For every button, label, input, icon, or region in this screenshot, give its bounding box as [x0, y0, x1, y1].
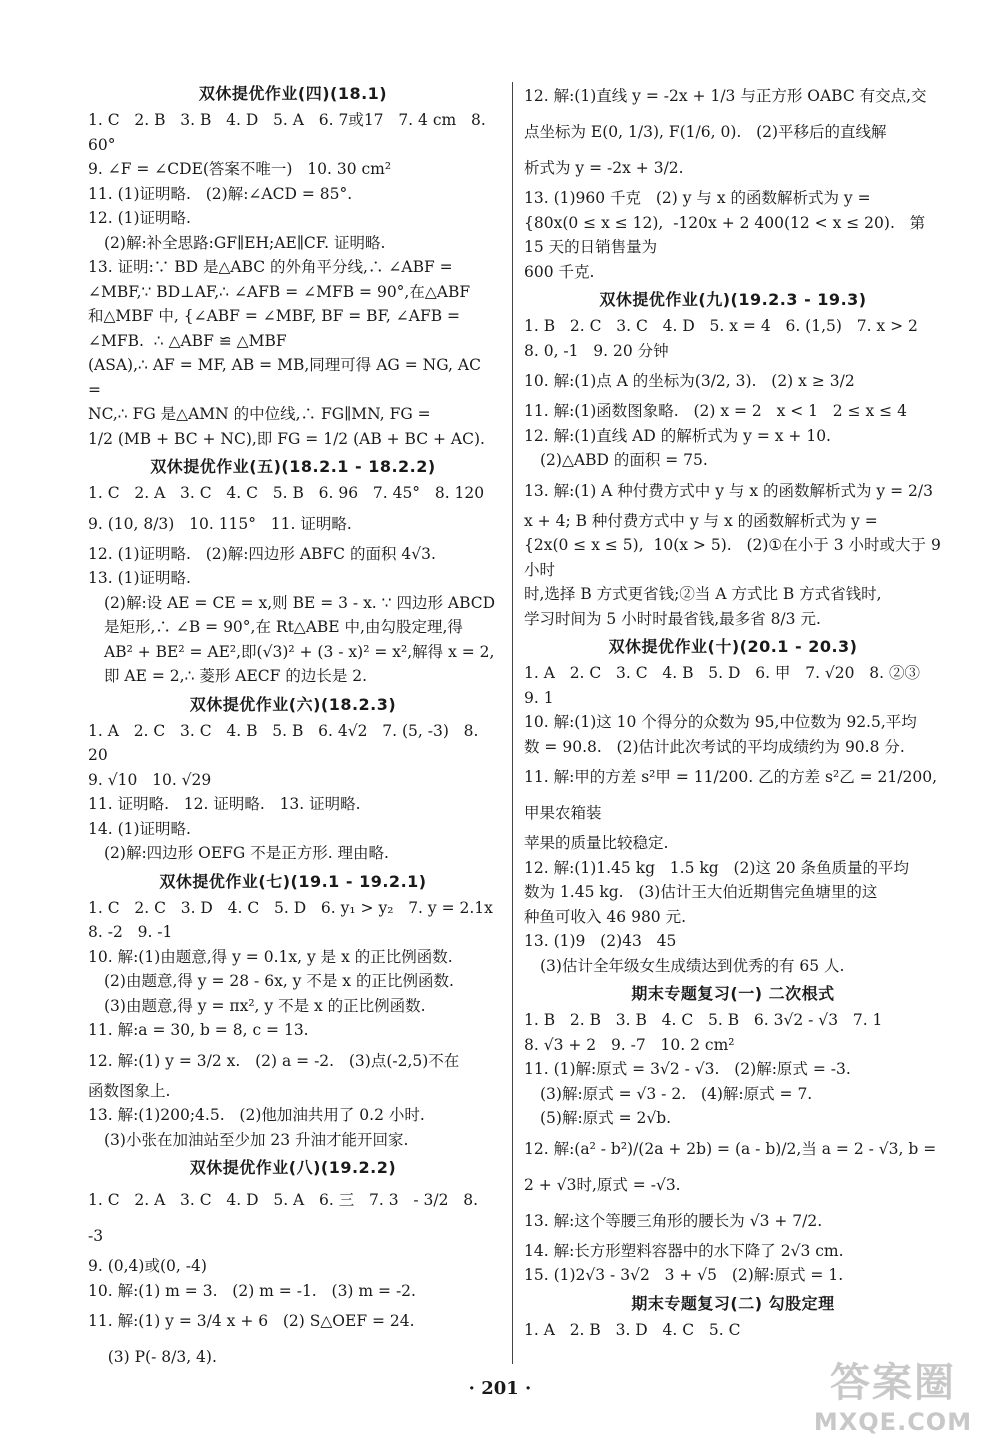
answer-line: 点坐标为 E(0, 1/3), F(1/6, 0). (2)平移后的直线解 — [524, 123, 887, 141]
answer-line: 11. (1)解:原式 = 3√2 - √3. (2)解:原式 = -3. — [524, 1060, 851, 1078]
answer-line: 12. 解:(1)直线 AD 的解析式为 y = x + 10. — [524, 426, 831, 445]
answer-line: 析式为 y = -2x + 3/2. — [524, 159, 684, 177]
answer-line: 1. A 2. C 3. C 4. B 5. D 6. 甲 7. √20 8. ②③ — [524, 664, 921, 682]
answer-line: 11. 证明略. 12. 证明略. 13. 证明略. — [88, 795, 361, 813]
answer-line: (2)解:设 AE = CE = x,则 BE = 3 - x. ∵ 四边形 ABCD — [104, 593, 496, 612]
answer-line: 1. A 2. B 3. D 4. C 5. C — [524, 1320, 741, 1339]
section-title: 双休提优作业(五)(18.2.1 - 18.2.2) — [150, 457, 436, 476]
answer-line: NC,∴ FG 是△AMN 的中位线,∴ FG∥MN, FG = — [88, 405, 431, 423]
answer-line: (3)由题意,得 y = πx², y 不是 x 的正比例函数. — [104, 996, 426, 1015]
answer-line: 10. 解:(1)点 A 的坐标为(3/2, 3). (2) x ≥ 3/2 — [524, 372, 855, 390]
section-title: 双休提优作业(四)(18.1) — [198, 84, 388, 103]
answer-line: 时,选择 B 方式更省钱;②当 A 方式比 B 方式省钱时, — [524, 585, 882, 603]
answer-line: 14. (1)证明略. — [88, 819, 191, 838]
answer-line: 11. (1)证明略. (2)解:∠ACD = 85°. — [88, 184, 353, 203]
answer-line: 12. (1)证明略. — [88, 209, 191, 227]
answer-line: {2x(0 ≤ x ≤ 5), 10(x > 5). (2)①在小于 3 小时或大于 9 小时 — [524, 536, 946, 579]
answer-line: 11. 解:甲的方差 s²甲 = 11/200. 乙的方差 s²乙 = 21/200,甲果农箱装 — [524, 768, 938, 822]
answer-line: 1. C 2. A 3. C 4. D 5. A 6. 三 7. 3 - 3/2 8. -3 — [88, 1191, 483, 1245]
answer-line: 12. (1)证明略. (2)解:四边形 ABFC 的面积 4√3. — [88, 544, 436, 563]
answer-line: 9. 1 — [524, 688, 554, 707]
answer-line: {80x(0 ≤ x ≤ 12), -120x + 2 400(12 < x ≤ 20). 第 15 天的日销售量为 — [524, 213, 931, 256]
answer-line: 1. A 2. C 3. C 4. B 5. B 6. 4√2 7. (5, -3) 8. 20 — [88, 721, 484, 764]
answer-line: ∠MBF,∵ BD⊥AF,∴ ∠AFB = ∠MFB = 90°,在△ABF — [88, 282, 471, 301]
answer-line: (ASA),∴ AF = MF, AB = MB,同理可得 AG = NG, AC = — [88, 356, 486, 399]
answer-line: 12. 解:(1)直线 y = -2x + 1/3 与正方形 OABC 有交点,交 — [524, 87, 927, 105]
answer-line: 11. 解:a = 30, b = 8, c = 13. — [88, 1021, 309, 1039]
section-title: 双休提优作业(八)(19.2.2) — [189, 1158, 397, 1177]
answer-line: 9. (10, 8/3) 10. 115° 11. 证明略. — [88, 514, 352, 533]
answer-line: (2)由题意,得 y = 28 - 6x, y 不是 x 的正比例函数. — [104, 972, 454, 990]
section-title: 双休提优作业(十)(20.1 - 20.3) — [608, 637, 858, 656]
answer-line: 1. C 2. A 3. C 4. C 5. B 6. 96 7. 45° 8. 120 — [88, 484, 485, 502]
answer-line: 600 千克. — [524, 262, 595, 281]
answer-line: 函数图象上. — [88, 1081, 171, 1100]
watermark-text: 答案圈 — [830, 1360, 956, 1406]
answer-line: (5)解:原式 = 2√b. — [540, 1109, 672, 1127]
watermark-url: MXQE.COM — [813, 1408, 973, 1436]
answer-line: 13. (1)9 (2)43 45 — [524, 932, 677, 950]
answer-line: 1. C 2. B 3. B 4. D 5. A 6. 7或17 7. 4 cm 8. 60° — [88, 111, 491, 154]
answer-line: 8. -2 9. -1 — [88, 923, 173, 941]
right-column — [524, 78, 946, 1342]
answer-line: 13. 解:(1)200;4.5. (2)他加油共用了 0.2 小时. — [88, 1106, 425, 1124]
answer-line: (3) P(- 8/3, 4). — [88, 1348, 217, 1366]
answer-line: 是矩形,∴ ∠B = 90°,在 Rt△ABE 中,由勾股定理,得 — [104, 618, 463, 636]
answer-line: 8. 0, -1 9. 20 分钟 — [524, 341, 669, 360]
answer-line: 1. B 2. B 3. B 4. C 5. B 6. 3√2 - √3 7. 1 — [524, 1011, 883, 1029]
section-title: 期末专题复习(一) 二次根式 — [631, 984, 835, 1003]
answer-line: 12. 解:(1)1.45 kg 1.5 kg (2)这 20 条鱼质量的平均 — [524, 858, 909, 877]
answer-line: 10. 解:(1)这 10 个得分的众数为 95,中位数为 92.5,平均 — [524, 713, 917, 731]
left-column — [88, 78, 498, 1375]
answer-line: 13. (1)证明略. — [88, 569, 191, 587]
watermark-logo — [808, 1358, 978, 1442]
section-title: 期末专题复习(二) 勾股定理 — [631, 1293, 835, 1313]
answer-line: 13. 证明:∵ BD 是△ABC 的外角平分线,∴ ∠ABF = — [88, 258, 453, 276]
answer-line: (2)△ABD 的面积 = 75. — [540, 451, 708, 469]
answer-line: 15. (1)2√3 - 3√2 3 + √5 (2)解:原式 = 1. — [524, 1266, 844, 1284]
answer-line: 11. 解:(1) y = 3/4 x + 6 (2) S△OEF = 24. — [88, 1312, 415, 1330]
answer-line: 1. B 2. C 3. C 4. D 5. x = 4 6. (1,5) 7. x > 2 — [524, 317, 918, 335]
answer-line: 9. √10 10. √29 — [88, 770, 212, 789]
answer-line: (3)解:原式 = √3 - 2. (4)解:原式 = 7. — [540, 1084, 813, 1103]
answer-line: 8. √3 + 2 9. -7 10. 2 cm² — [524, 1035, 735, 1054]
answer-line: x + 4; B 种付费方式中 y 与 x 的函数解析式为 y = — [524, 511, 878, 530]
answer-line: AB² + BE² = AE²,即(√3)² + (3 - x)² = x²,解得 x = 2, — [104, 642, 495, 661]
answer-line: (2)解:四边形 OEFG 不是正方形. 理由略. — [104, 844, 389, 862]
answer-line: 1. C 2. C 3. D 4. C 5. D 6. y₁ > y₂ 7. y = 2.1x — [88, 898, 493, 917]
answer-line: 和△MBF 中, {∠ABF = ∠MBF, BF = BF, ∠AFB = ∠MFB. ∴ △ABF ≌ △MBF — [88, 307, 465, 350]
answer-line: 12. 解:(1) y = 3/2 x. (2) a = -2. (3)点(-2,5)不在 — [88, 1051, 460, 1070]
answer-line: 14. 解:长方形塑料容器中的水下降了 2√3 cm. — [524, 1241, 844, 1260]
answer-line: 12. 解:(a² - b²)/(2a + 2b) = (a - b)/2,当 a = 2 - √3, b = 2 + √3时,原式 = -√3. — [524, 1139, 942, 1194]
answer-line: 即 AE = 2,∴ 菱形 AECF 的边长是 2. — [104, 667, 368, 685]
answer-line: (3)小张在加油站至少加 23 升油才能开回家. — [104, 1130, 409, 1149]
answer-line: 种鱼可收入 46 980 元. — [524, 907, 687, 926]
answer-line: 10. 解:(1)由题意,得 y = 0.1x, y 是 x 的正比例函数. — [88, 947, 453, 966]
answer-line: (3)估计全年级女生成绩达到优秀的有 65 人. — [540, 956, 845, 975]
answer-line: 数 = 90.8. (2)估计此次考试的平均成绩约为 90.8 分. — [524, 737, 905, 756]
page-number: · 201 · — [468, 1378, 532, 1399]
answer-line: 1/2 (MB + BC + NC),即 FG = 1/2 (AB + BC + AC). — [88, 429, 485, 448]
section-title: 双休提优作业(七)(19.1 - 19.2.1) — [159, 871, 427, 891]
answer-line: 苹果的质量比较稳定. — [524, 834, 669, 852]
answer-line: 13. 解:这个等腰三角形的腰长为 √3 + 7/2. — [524, 1211, 823, 1230]
section-title: 双休提优作业(九)(19.2.3 - 19.3) — [599, 290, 867, 309]
column-divider — [512, 82, 513, 1364]
answer-line: 10. 解:(1) m = 3. (2) m = -1. (3) m = -2. — [88, 1281, 416, 1300]
answer-line: 9. ∠F = ∠CDE(答案不唯一) 10. 30 cm² — [88, 160, 392, 178]
answer-line: 数为 1.45 kg. (3)估计王大伯近期售完鱼塘里的这 — [524, 883, 878, 901]
section-title: 双休提优作业(六)(18.2.3) — [189, 694, 397, 714]
answer-line: 11. 解:(1)函数图象略. (2) x = 2 x < 1 2 ≤ x ≤ 4 — [524, 402, 907, 420]
answer-line: 13. 解:(1) A 种付费方式中 y 与 x 的函数解析式为 y = 2/3 — [524, 481, 933, 500]
answer-line: 13. (1)960 千克 (2) y 与 x 的函数解析式为 y = — [524, 189, 871, 207]
answer-line: 9. (0,4)或(0, -4) — [88, 1257, 207, 1275]
answer-line: 学习时间为 5 小时时最省钱,最多省 8/3 元. — [524, 609, 821, 628]
answer-line: (2)解:补全思路:GF∥EH;AE∥CF. 证明略. — [104, 233, 386, 252]
